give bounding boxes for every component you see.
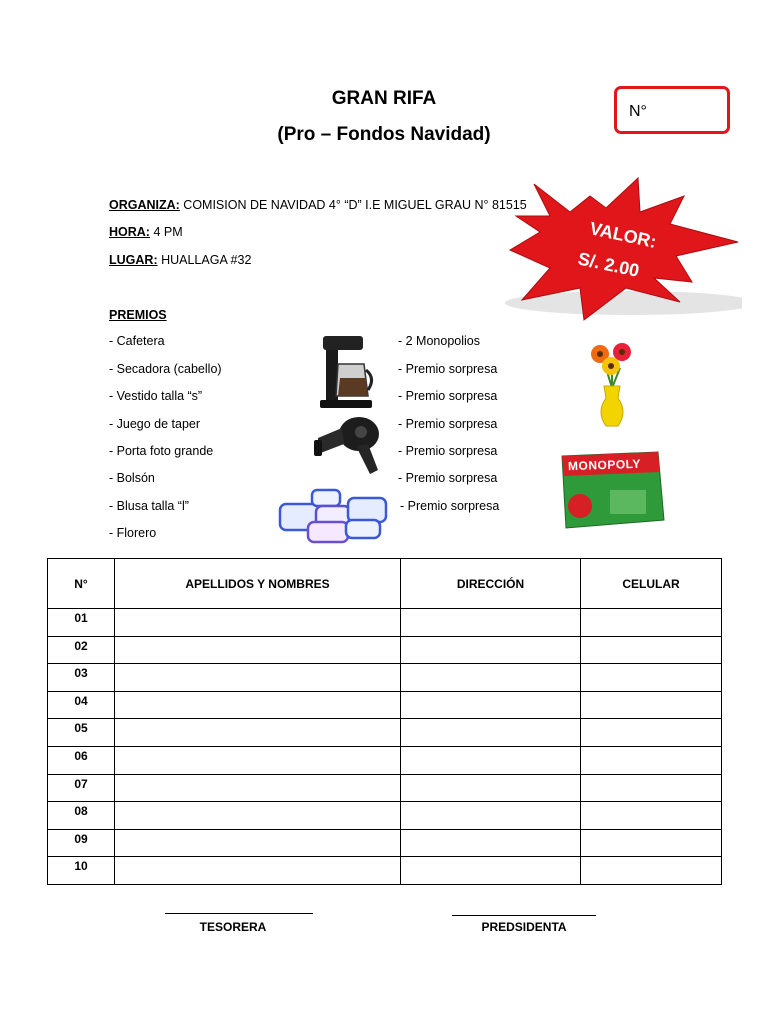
- signature-label-treasurer: TESORERA: [199, 920, 267, 934]
- row-number: 01: [48, 609, 115, 637]
- col-header-phone: CELULAR: [581, 559, 722, 609]
- address-cell[interactable]: [401, 802, 581, 830]
- phone-cell[interactable]: [581, 691, 722, 719]
- col-header-address: DIRECCIÓN: [401, 559, 581, 609]
- lugar-value: HUALLAGA #32: [157, 253, 252, 267]
- prize-left-2: - Secadora (cabello): [109, 362, 222, 376]
- prize-right-5: - Premio sorpresa: [398, 444, 498, 458]
- address-cell[interactable]: [401, 691, 581, 719]
- price-starburst: [480, 172, 742, 324]
- address-cell[interactable]: [401, 746, 581, 774]
- row-number: 02: [48, 636, 115, 664]
- page-subtitle: (Pro – Fondos Navidad): [277, 124, 491, 145]
- prize-right-6: - Premio sorpresa: [398, 471, 498, 485]
- prize-left-1: - Cafetera: [109, 334, 165, 348]
- info-organiza: [109, 198, 527, 212]
- signature-line-treasurer: [165, 913, 313, 914]
- ticket-number-label: N°: [629, 103, 647, 120]
- prizes-heading: PREMIOS: [109, 308, 167, 322]
- price-label: VALOR:: [587, 218, 659, 252]
- name-cell[interactable]: [115, 636, 401, 664]
- address-cell[interactable]: [401, 829, 581, 857]
- table-row: [48, 746, 722, 774]
- phone-cell[interactable]: [581, 664, 722, 692]
- prize-left-5: - Porta foto grande: [109, 444, 214, 458]
- price-value: S/. 2.00: [576, 248, 641, 281]
- table-row: [48, 664, 722, 692]
- name-cell[interactable]: [115, 829, 401, 857]
- address-cell[interactable]: [401, 636, 581, 664]
- coffee-maker-icon: [318, 334, 378, 410]
- prize-right-7: - Premio sorpresa: [400, 499, 500, 513]
- table-row: [48, 857, 722, 885]
- table-row: [48, 636, 722, 664]
- lugar-label: LUGAR:: [109, 253, 158, 267]
- table-row: [48, 719, 722, 747]
- table-header-row: [48, 559, 722, 609]
- row-number: 04: [48, 691, 115, 719]
- name-cell[interactable]: [115, 719, 401, 747]
- table-row: [48, 609, 722, 637]
- table-row: [48, 829, 722, 857]
- name-cell[interactable]: [115, 664, 401, 692]
- col-header-number: N°: [48, 559, 115, 609]
- address-cell[interactable]: [401, 774, 581, 802]
- row-number: 05: [48, 719, 115, 747]
- name-cell[interactable]: [115, 774, 401, 802]
- prize-right-2: - Premio sorpresa: [398, 362, 498, 376]
- phone-cell[interactable]: [581, 636, 722, 664]
- prize-left-6: - Bolsón: [109, 471, 155, 485]
- phone-cell[interactable]: [581, 609, 722, 637]
- name-cell[interactable]: [115, 857, 401, 885]
- prize-right-1: - 2 Monopolios: [398, 334, 480, 348]
- row-number: 10: [48, 857, 115, 885]
- table-row: [48, 691, 722, 719]
- ticket-number-box[interactable]: [614, 86, 730, 134]
- prize-left-7: - Blusa talla “l”: [109, 499, 189, 513]
- signature-label-president: PREDSIDENTA: [481, 920, 567, 934]
- signature-line-president: [452, 915, 596, 916]
- monopoly-logo: MONOPOLY: [567, 456, 642, 474]
- table-row: [48, 802, 722, 830]
- prize-left-4: - Juego de taper: [109, 417, 201, 431]
- table-row: [48, 774, 722, 802]
- row-number: 03: [48, 664, 115, 692]
- info-lugar: [109, 253, 251, 267]
- address-cell[interactable]: [401, 664, 581, 692]
- col-header-name: APELLIDOS Y NOMBRES: [115, 559, 401, 609]
- prize-left-3: - Vestido talla “s”: [109, 389, 203, 403]
- phone-cell[interactable]: [581, 746, 722, 774]
- row-number: 06: [48, 746, 115, 774]
- organiza-value: COMISION DE NAVIDAD 4° “D” I.E MIGUEL GRAU N° 81515: [179, 198, 527, 212]
- hora-value: 4 PM: [149, 225, 183, 239]
- address-cell[interactable]: [401, 719, 581, 747]
- prize-left-8: - Florero: [109, 526, 157, 540]
- phone-cell[interactable]: [581, 719, 722, 747]
- address-cell[interactable]: [401, 609, 581, 637]
- name-cell[interactable]: [115, 609, 401, 637]
- hair-dryer-icon: [312, 414, 382, 480]
- phone-cell[interactable]: [581, 857, 722, 885]
- food-containers-icon: [276, 486, 392, 544]
- flower-vase-icon: [584, 338, 640, 438]
- prize-right-4: - Premio sorpresa: [398, 417, 498, 431]
- registration-table: [47, 558, 722, 885]
- row-number: 08: [48, 802, 115, 830]
- prize-right-3: - Premio sorpresa: [398, 389, 498, 403]
- info-hora: [109, 225, 183, 239]
- phone-cell[interactable]: [581, 802, 722, 830]
- name-cell[interactable]: [115, 802, 401, 830]
- hora-label: HORA:: [109, 225, 150, 239]
- row-number: 09: [48, 829, 115, 857]
- address-cell[interactable]: [401, 857, 581, 885]
- monopoly-box-icon: [556, 450, 666, 530]
- name-cell[interactable]: [115, 691, 401, 719]
- phone-cell[interactable]: [581, 829, 722, 857]
- organiza-label: ORGANIZA:: [109, 198, 180, 212]
- page-title: GRAN RIFA: [331, 88, 437, 109]
- phone-cell[interactable]: [581, 774, 722, 802]
- name-cell[interactable]: [115, 746, 401, 774]
- row-number: 07: [48, 774, 115, 802]
